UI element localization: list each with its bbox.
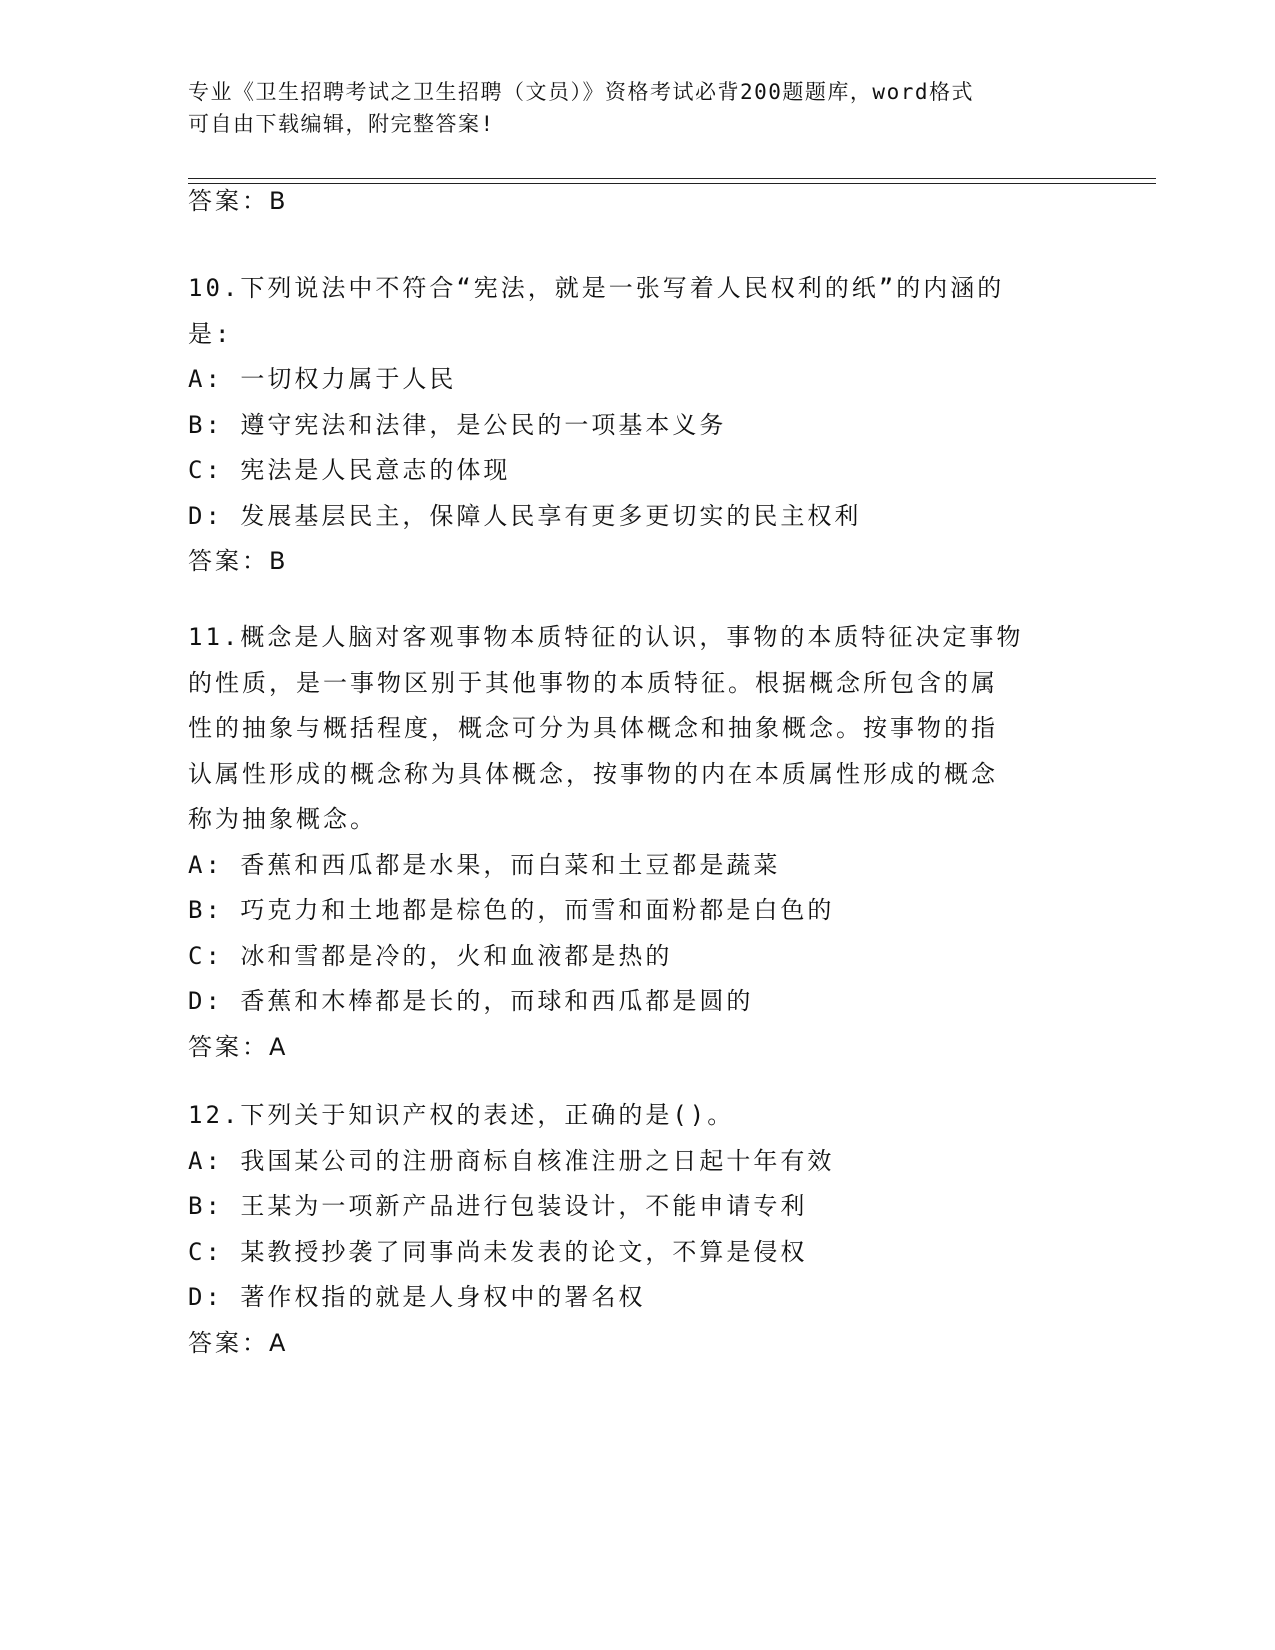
- option-c: C: 某教授抄袭了同事尚未发表的论文，不算是侵权: [188, 1237, 808, 1266]
- answer: 答案：B: [188, 547, 289, 575]
- question-10: [188, 266, 1088, 585]
- question-stem: 11.概念是人脑对客观事物本质特征的认识，事物的本质特征决定事物: [188, 623, 1024, 651]
- option-d: D: 发展基层民主，保障人民享有更多更切实的民主权利: [188, 501, 862, 530]
- option-d: D: 著作权指的就是人身权中的署名权: [188, 1283, 646, 1311]
- option-c: C: 冰和雪都是冷的，火和血液都是热的: [188, 941, 673, 970]
- answer: 答案：A: [188, 1328, 289, 1357]
- option-d: D: 香蕉和木棒都是长的，而球和西瓜都是圆的: [188, 987, 754, 1015]
- question-stem: 称为抽象概念。: [188, 805, 377, 833]
- question-stem: 10.下列说法中不符合“宪法，就是一张写着人民权利的纸”的内涵的: [188, 274, 1005, 302]
- option-a: A: 一切权力属于人民: [188, 365, 457, 393]
- question-stem: 是:: [188, 319, 233, 348]
- option-b: B: 王某为一项新产品进行包装设计，不能申请专利: [188, 1192, 808, 1220]
- previous-answer-block: [188, 179, 1088, 225]
- question-stem: 12.下列关于知识产权的表述，正确的是()。: [188, 1101, 735, 1129]
- question-stem: 的性质，是一事物区别于其他事物的本质特征。根据概念所包含的属: [188, 668, 998, 697]
- question-stem: 性的抽象与概括程度，概念可分为具体概念和抽象概念。按事物的指: [188, 714, 998, 742]
- document-header: [188, 76, 1088, 140]
- option-c: C: 宪法是人民意志的体现: [188, 456, 511, 484]
- question-12: [188, 1093, 1088, 1366]
- option-a: A: 我国某公司的注册商标自核准注册之日起十年有效: [188, 1146, 835, 1175]
- option-b: B: 遵守宪法和法律，是公民的一项基本义务: [188, 410, 727, 439]
- question-stem: 认属性形成的概念称为具体概念，按事物的内在本质属性形成的概念: [188, 759, 998, 788]
- option-a: A: 香蕉和西瓜都是水果，而白菜和土豆都是蔬菜: [188, 850, 781, 879]
- previous-answer: 答案：B: [188, 187, 289, 215]
- header-line-2: 可自由下载编辑，附完整答案!: [188, 112, 495, 136]
- option-b: B: 巧克力和土地都是棕色的，而雪和面粉都是白色的: [188, 896, 835, 924]
- question-11: [188, 615, 1088, 1070]
- answer: 答案：A: [188, 1032, 289, 1061]
- header-line-1: 专业《卫生招聘考试之卫生招聘（文员）》资格考试必背200题题库，word格式: [188, 80, 974, 104]
